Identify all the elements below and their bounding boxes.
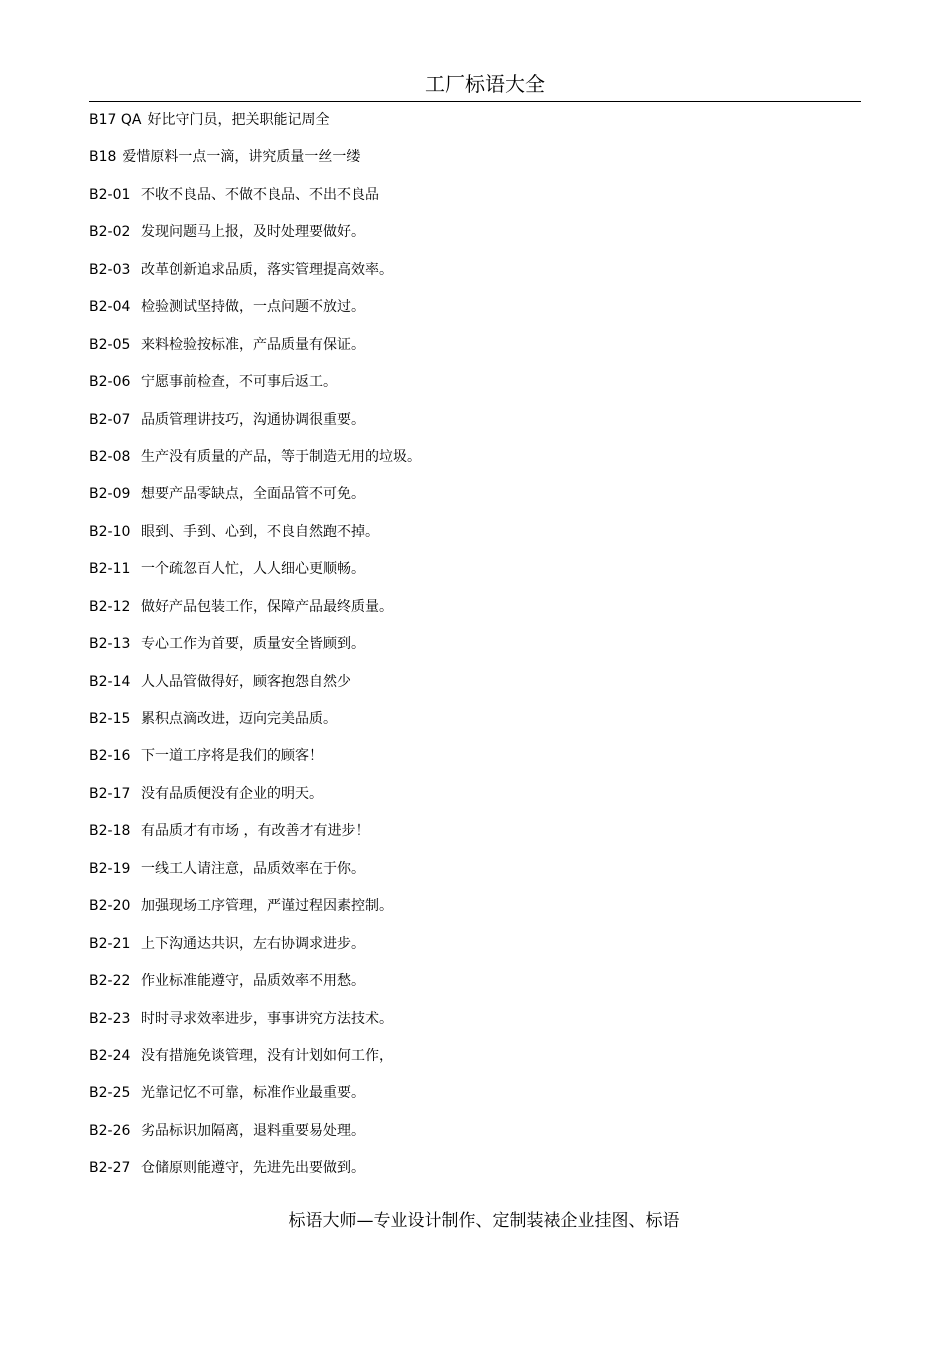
list-item [89,183,861,220]
slogan-text: 做好产品包装工作，保障产品最终质量。 [141,598,393,615]
slogan-code: B2-16 [89,748,131,765]
list-item [89,1119,861,1156]
list-item [89,782,861,819]
slogan-code: B2-22 [89,973,131,990]
slogan-text: 来料检验按标准，产品质量有保证。 [141,336,365,353]
slogan-list [89,108,861,1194]
slogan-code: B2-08 [89,448,131,465]
slogan-code: B2-12 [89,598,131,615]
list-item [89,258,861,295]
list-item [89,408,861,445]
slogan-code: B2-01 [89,186,131,203]
slogan-code: B2-18 [89,823,131,840]
list-item [89,145,861,182]
slogan-code: B2-09 [89,486,131,503]
slogan-text: 发现问题马上报，及时处理要做好。 [141,224,365,241]
list-item [89,1081,861,1118]
slogan-code: B2-19 [89,860,131,877]
page-header [89,70,861,102]
slogan-text: 改革创新追求品质，落实管理提高效率。 [141,261,393,278]
slogan-code: B2-17 [89,785,131,802]
slogan-text: 检验测试坚持做，一点问题不放过。 [141,299,365,316]
slogan-text: 有品质才有市场 ，有改善才有进步！ [141,823,370,840]
slogan-text: 生产没有质量的产品，等于制造无用的垃圾。 [141,448,421,465]
slogan-code: B2-05 [89,336,131,353]
list-item [89,520,861,557]
slogan-code: B2-14 [89,673,131,690]
slogan-code: B18 [89,149,117,166]
slogan-code: B2-20 [89,898,131,915]
slogan-code: B2-24 [89,1047,131,1064]
slogan-code: B2-11 [89,561,131,578]
slogan-code: B2-04 [89,299,131,316]
list-item [89,819,861,856]
list-item [89,707,861,744]
slogan-text: 累积点滴改进，迈向完美品质。 [141,711,337,727]
slogan-text: 光靠记忆不可靠，标准作业最重要。 [141,1085,365,1102]
slogan-text: 好比守门员，把关职能记周全 [147,112,330,128]
list-item [89,670,861,707]
slogan-code: B2-23 [89,1010,131,1027]
slogan-text: 想要产品零缺点，全面品管不可免。 [141,486,365,503]
slogan-code: B2-10 [89,523,131,540]
slogan-text: 作业标准能遵守，品质效率不用愁。 [141,973,365,990]
slogan-text: 人人品管做得好，顾客抱怨自然少 [141,673,351,690]
list-item [89,969,861,1006]
slogan-code: B2-07 [89,411,131,428]
page-footer: 标语大师—专业设计制作、定制装裱企业挂图、标语 [288,1211,680,1231]
slogan-code: B2-13 [89,636,131,653]
slogan-text: 上下沟通达共识，左右协调求进步。 [141,935,365,952]
slogan-code: B2-03 [89,261,131,278]
slogan-text: 专心工作为首要，质量安全皆顾到。 [141,636,365,653]
slogan-code: B2-15 [89,711,131,727]
list-item [89,1044,861,1081]
list-item [89,595,861,632]
page-title: 工厂标语大全 [425,72,545,96]
list-item [89,220,861,257]
list-item [89,445,861,482]
list-item [89,894,861,931]
list-item [89,932,861,969]
slogan-text: 没有品质便没有企业的明天。 [141,785,323,802]
slogan-text: 宁愿事前检查，不可事后返工。 [141,374,337,391]
list-item [89,482,861,519]
slogan-code: B2-02 [89,224,131,241]
list-item [89,1007,861,1044]
slogan-text: 一线工人请注意，品质效率在于你。 [141,860,365,877]
list-item [89,857,861,894]
slogan-code: B17 QA [89,112,142,128]
list-item [89,744,861,781]
slogan-code: B2-27 [89,1160,131,1177]
slogan-code: B2-25 [89,1085,131,1102]
slogan-text: 仓储原则能遵守，先进先出要做到。 [141,1160,365,1177]
slogan-code: B2-21 [89,935,131,952]
list-item [89,632,861,669]
slogan-code: B2-06 [89,374,131,391]
slogan-text: 劣品标识加隔离，退料重要易处理。 [141,1122,365,1139]
slogan-text: 加强现场工序管理，严谨过程因素控制。 [141,898,393,915]
list-item [89,1156,861,1193]
slogan-code: B2-26 [89,1122,131,1139]
list-item [89,370,861,407]
list-item [89,557,861,594]
slogan-text: 一个疏忽百人忙，人人细心更顺畅。 [141,561,365,578]
list-item [89,108,861,145]
slogan-text: 品质管理讲技巧，沟通协调很重要。 [141,411,365,428]
list-item [89,295,861,332]
slogan-text: 没有措施免谈管理，没有计划如何工作， [141,1047,393,1064]
slogan-text: 不收不良品、不做不良品、不出不良品 [141,186,379,203]
slogan-text: 时时寻求效率进步，事事讲究方法技术。 [141,1010,393,1027]
list-item [89,333,861,370]
slogan-text: 下一道工序将是我们的顾客！ [141,748,323,765]
slogan-text: 眼到、手到、心到，不良自然跑不掉。 [141,523,379,540]
slogan-text: 爱惜原料一点一滴，讲究质量一丝一缕 [122,149,361,166]
